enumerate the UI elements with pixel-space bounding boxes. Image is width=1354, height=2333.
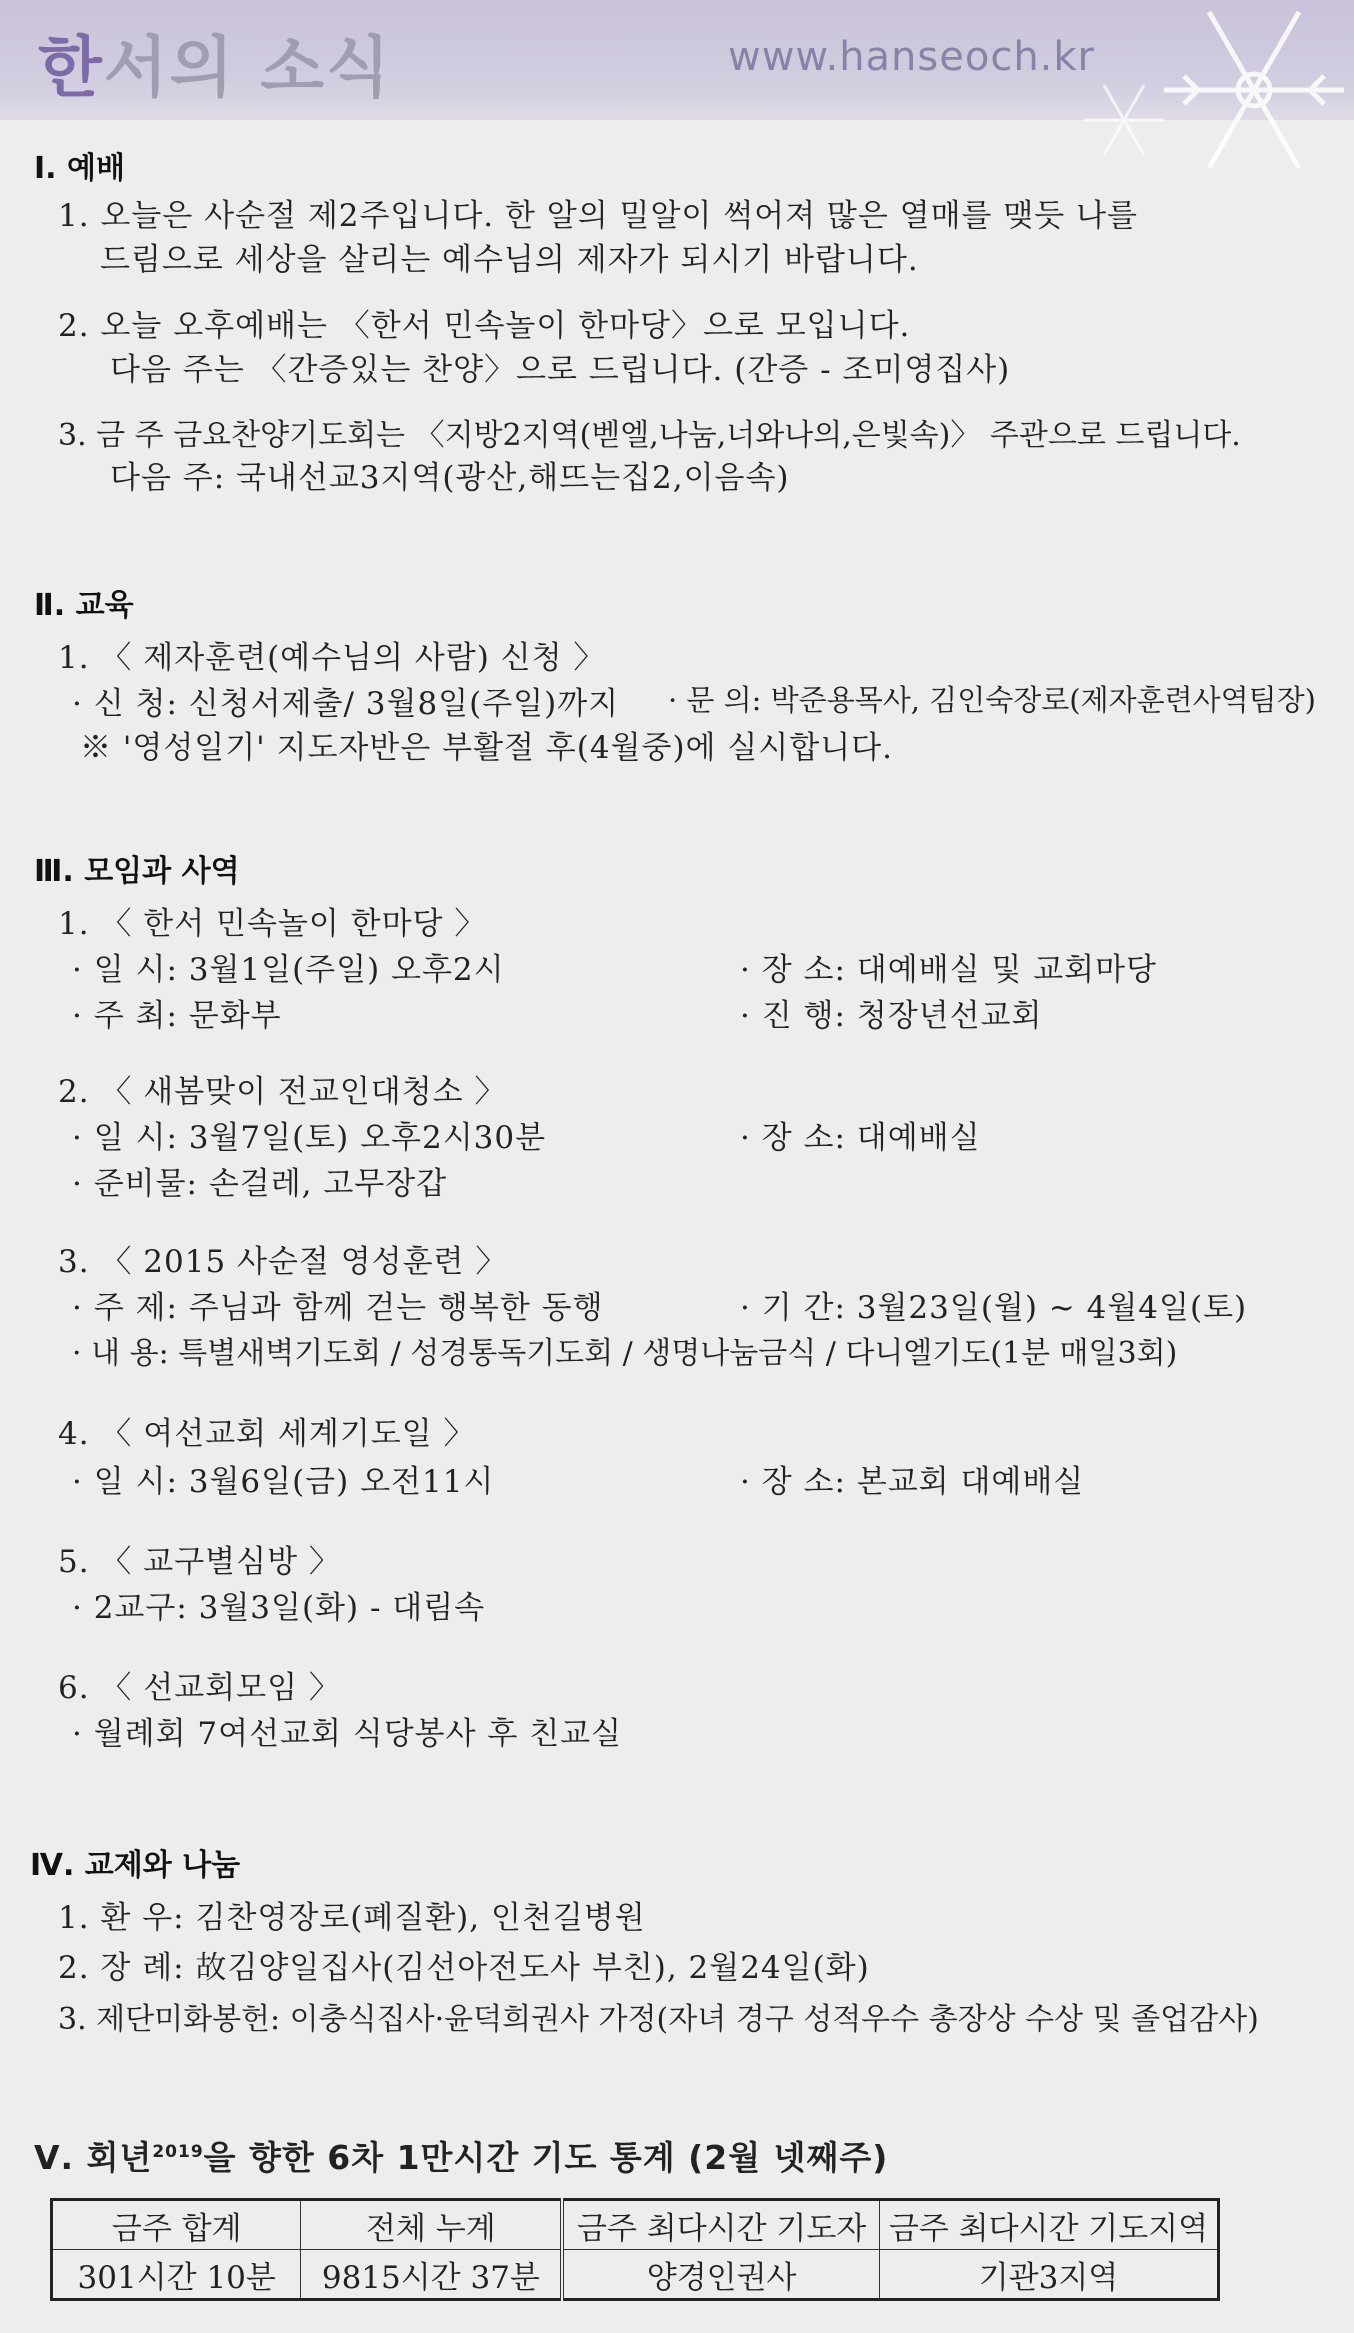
- gathering-5-detail: · 2교구: 3월3일(화) - 대림속: [72, 1590, 486, 1626]
- section-heading-worship: Ⅰ. 예배: [34, 151, 125, 186]
- prayer-heading-pre: Ⅴ. 회년: [34, 2138, 153, 2177]
- gathering-4-title: 4. 〈 여선교회 세계기도일 〉: [58, 1416, 476, 1452]
- section-heading-gatherings: Ⅲ. 모임과 사역: [34, 854, 240, 889]
- gathering-2-supplies: · 준비물: 손걸레, 고무장갑: [72, 1166, 448, 1202]
- section-heading-fellowship: Ⅳ. 교제와 나눔: [30, 1848, 241, 1883]
- table-cell-top-person: 양경인권사: [562, 2250, 879, 2300]
- gathering-3-period: · 기 간: 3월23일(월) ~ 4월4일(토): [740, 1290, 1248, 1326]
- prayer-heading-sup: 2019: [152, 2142, 204, 2162]
- gathering-4-datetime: · 일 시: 3월6일(금) 오전11시: [72, 1464, 495, 1500]
- prayer-stats-table: [50, 2198, 1220, 2301]
- newsletter-title: [38, 14, 392, 109]
- gathering-3-title: 3. 〈 2015 사순절 영성훈련 〉: [58, 1244, 508, 1280]
- table-header-cell: 금주 합계: [52, 2200, 301, 2250]
- worship-item-2: 2. 오늘 오후예배는 〈한서 민속놀이 한마당〉으로 모입니다.: [58, 308, 911, 344]
- education-note: ※ '영성일기' 지도자반은 부활절 후(4월중)에 실시합니다.: [80, 730, 893, 766]
- table-cell-weekly-total: 301시간 10분: [52, 2250, 301, 2300]
- table-row: [52, 2250, 1219, 2300]
- gathering-4-place: · 장 소: 본교회 대예배실: [740, 1464, 1085, 1500]
- newsletter-header: [0, 0, 1354, 120]
- worship-item-1-cont: 드림으로 세상을 살리는 예수님의 제자가 되시기 바랍니다.: [100, 242, 919, 278]
- gathering-5-title: 5. 〈 교구별심방 〉: [58, 1544, 341, 1580]
- table-header-cell: 금주 최다시간 기도자: [562, 2200, 879, 2250]
- prayer-heading-post: 을 향한 6차 1만시간 기도 통계 (2월 넷째주): [203, 2138, 889, 2177]
- table-cell-top-region: 기관3지역: [879, 2250, 1218, 2300]
- gathering-2-place: · 장 소: 대예배실: [740, 1120, 981, 1156]
- gathering-2-title: 2. 〈 새봄맞이 전교인대청소 〉: [58, 1074, 507, 1110]
- gathering-6-title: 6. 〈 선교회모임 〉: [58, 1670, 341, 1706]
- gathering-2-datetime: · 일 시: 3월7일(토) 오후2시30분: [72, 1120, 547, 1156]
- fellowship-patient: 1. 환 우: 김찬영장로(폐질환), 인천길병원: [58, 1900, 646, 1936]
- worship-item-1: 1. 오늘은 사순절 제2주입니다. 한 알의 밀알이 썩어져 많은 열매를 맺듯 나를: [58, 198, 1138, 234]
- worship-item-3-cont: 다음 주: 국내선교3지역(광산,해뜨는집2,이음속): [110, 460, 790, 496]
- education-apply: · 신 청: 신청서제출/ 3월8일(주일)까지: [72, 686, 620, 722]
- table-header-cell: 금주 최다시간 기도지역: [879, 2200, 1218, 2250]
- website-url: www.hanseoch.kr: [728, 34, 1095, 80]
- section-heading-prayer-stats: [34, 2132, 888, 2179]
- table-header-cell: 전체 누계: [301, 2200, 562, 2250]
- worship-item-3: 3. 금 주 금요찬양기도회는 〈지방2지역(벧엘,나눔,너와나의,은빛속)〉 주관으로 드립니다.: [58, 418, 1241, 453]
- fellowship-funeral: 2. 장 례: 故김양일집사(김선아전도사 부친), 2월24일(화): [58, 1950, 870, 1986]
- gathering-1-datetime: · 일 시: 3월1일(주일) 오후2시: [72, 952, 505, 988]
- worship-item-2-cont: 다음 주는 〈간증있는 찬양〉으로 드립니다. (간증 - 조미영집사): [110, 352, 1011, 388]
- gathering-1-title: 1. 〈 한서 민속놀이 한마당 〉: [58, 906, 487, 942]
- gathering-1-host: · 주 최: 문화부: [72, 998, 282, 1034]
- gathering-1-place: · 장 소: 대예배실 및 교회마당: [740, 952, 1157, 988]
- gathering-6-detail: · 월례회 7여선교회 식당봉사 후 친교실: [72, 1716, 623, 1752]
- section-heading-education: Ⅱ. 교육: [34, 588, 134, 623]
- table-header-row: [52, 2200, 1219, 2250]
- table-cell-cumulative-total: 9815시간 37분: [301, 2250, 562, 2300]
- education-contact: · 문 의: 박준용목사, 김인숙장로(제자훈련사역팀장): [668, 683, 1316, 717]
- newsletter-title-first-char: 한: [38, 29, 104, 106]
- gathering-3-theme: · 주 제: 주님과 함께 걷는 행복한 동행: [72, 1290, 604, 1326]
- education-item-1: 1. 〈 제자훈련(예수님의 사람) 신청 〉: [58, 640, 606, 676]
- gathering-3-content: · 내 용: 특별새벽기도회 / 성경통독기도회 / 생명나눔금식 / 다니엘기도(1분 매일3회): [72, 1336, 1178, 1371]
- fellowship-flowers: 3. 제단미화봉헌: 이충식집사·윤덕희권사 가정(자녀 경구 성적우수 총장상 수상 및 졸업감사): [58, 2002, 1259, 2037]
- newsletter-title-rest: 서의 소식: [103, 29, 392, 106]
- gathering-1-organizer: · 진 행: 청장년선교회: [740, 998, 1043, 1034]
